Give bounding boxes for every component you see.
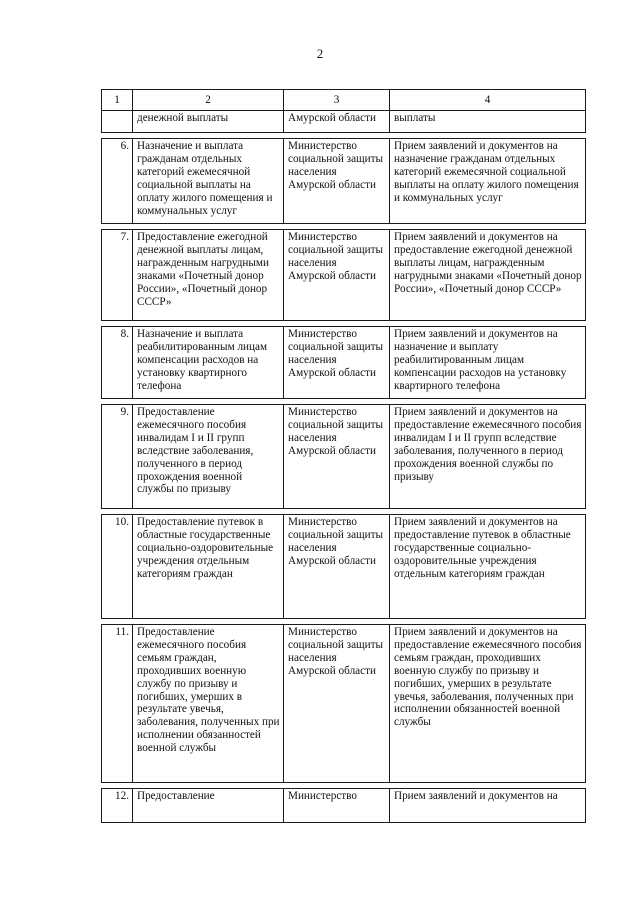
table-row <box>102 515 586 619</box>
row-number: 8. <box>102 327 133 399</box>
row-number: 9. <box>102 405 133 509</box>
row-number: 10. <box>102 515 133 619</box>
agency-name: Министерство социальной защиты населения Амурской области <box>284 139 390 224</box>
header-cell: 1 <box>102 90 133 111</box>
services-table <box>101 89 586 823</box>
table-row <box>102 327 586 399</box>
service-name: Предоставление путевок в областные государственные социально-оздоровительные учреждения отдельным категориям граждан <box>133 515 284 619</box>
agency-name: Министерство социальной защиты населения Амурской области <box>284 515 390 619</box>
service-name: Назначение и выплата гражданам отдельных категорий ежемесячной социальной выплаты на оплату жилого помещения и коммунальных услуг <box>133 139 284 224</box>
service-name: Предоставление <box>133 789 284 823</box>
agency-name: Министерство социальной защиты населения Амурской области <box>284 405 390 509</box>
page-number: 2 <box>316 46 324 61</box>
service-name: Предоставление ежемесячного пособия семьям граждан, проходивших военную службу по призыву и погибших, умерших в результате увечья, заболевания, полученных при исполнении обязанностей военной службы <box>133 625 284 783</box>
function-text: Прием заявлений и документов на предоставление ежегодной денежной выплаты лицам, награжденным нагрудными знаками «Почетный донор России», «Почетный донор СССР» <box>390 230 586 321</box>
header-cell: 4 <box>390 90 586 111</box>
function-text: Прием заявлений и документов на назначение гражданам отдельных категорий ежемесячной социальной выплаты на оплату жилого помещения и коммунальных услуг <box>390 139 586 224</box>
service-name: денежной выплаты <box>133 111 284 133</box>
row-number <box>102 111 133 133</box>
service-name: Назначение и выплата реабилитированным лицам компенсации расходов на установку квартирного телефона <box>133 327 284 399</box>
table-row <box>102 230 586 321</box>
table-row <box>102 789 586 823</box>
service-name: Предоставление ежегодной денежной выплаты лицам, награжденным нагрудными знаками «Почетный донор России», «Почетный донор СССР» <box>133 230 284 321</box>
agency-name: Министерство социальной защиты населения Амурской области <box>284 625 390 783</box>
table-row <box>102 625 586 783</box>
header-cell: 2 <box>133 90 284 111</box>
table-row <box>102 139 586 224</box>
row-number: 7. <box>102 230 133 321</box>
function-text: Прием заявлений и документов на предоставление ежемесячного пособия семьям граждан, проходивших военную службу по призыву и погибших, умерших в результате увечья, заболевания, полученных при исполнении обязанностей военной службы <box>390 625 586 783</box>
table-row <box>102 405 586 509</box>
service-name: Предоставление ежемесячного пособия инвалидам I и II групп вследствие заболевания, полученного в период прохождения военной службы по призыву <box>133 405 284 509</box>
agency-name: Министерство социальной защиты населения Амурской области <box>284 327 390 399</box>
row-number: 11. <box>102 625 133 783</box>
function-text: Прием заявлений и документов на <box>390 789 586 823</box>
agency-name: Амурской области <box>284 111 390 133</box>
agency-name: Министерство <box>284 789 390 823</box>
table-row-continuation <box>102 111 586 133</box>
function-text: Прием заявлений и документов на предоставление путевок в областные государственные социально-оздоровительные учреждения отдельным категориям граждан <box>390 515 586 619</box>
function-text: выплаты <box>390 111 586 133</box>
agency-name: Министерство социальной защиты населения Амурской области <box>284 230 390 321</box>
table-header-row <box>102 90 586 111</box>
row-number: 12. <box>102 789 133 823</box>
header-cell: 3 <box>284 90 390 111</box>
function-text: Прием заявлений и документов на назначение и выплату реабилитированным лицам компенсации расходов на установку квартирного телефона <box>390 327 586 399</box>
row-number: 6. <box>102 139 133 224</box>
function-text: Прием заявлений и документов на предоставление ежемесячного пособия инвалидам I и II групп вследствие заболевания, полученного в период прохождения военной службы по призыву <box>390 405 586 509</box>
